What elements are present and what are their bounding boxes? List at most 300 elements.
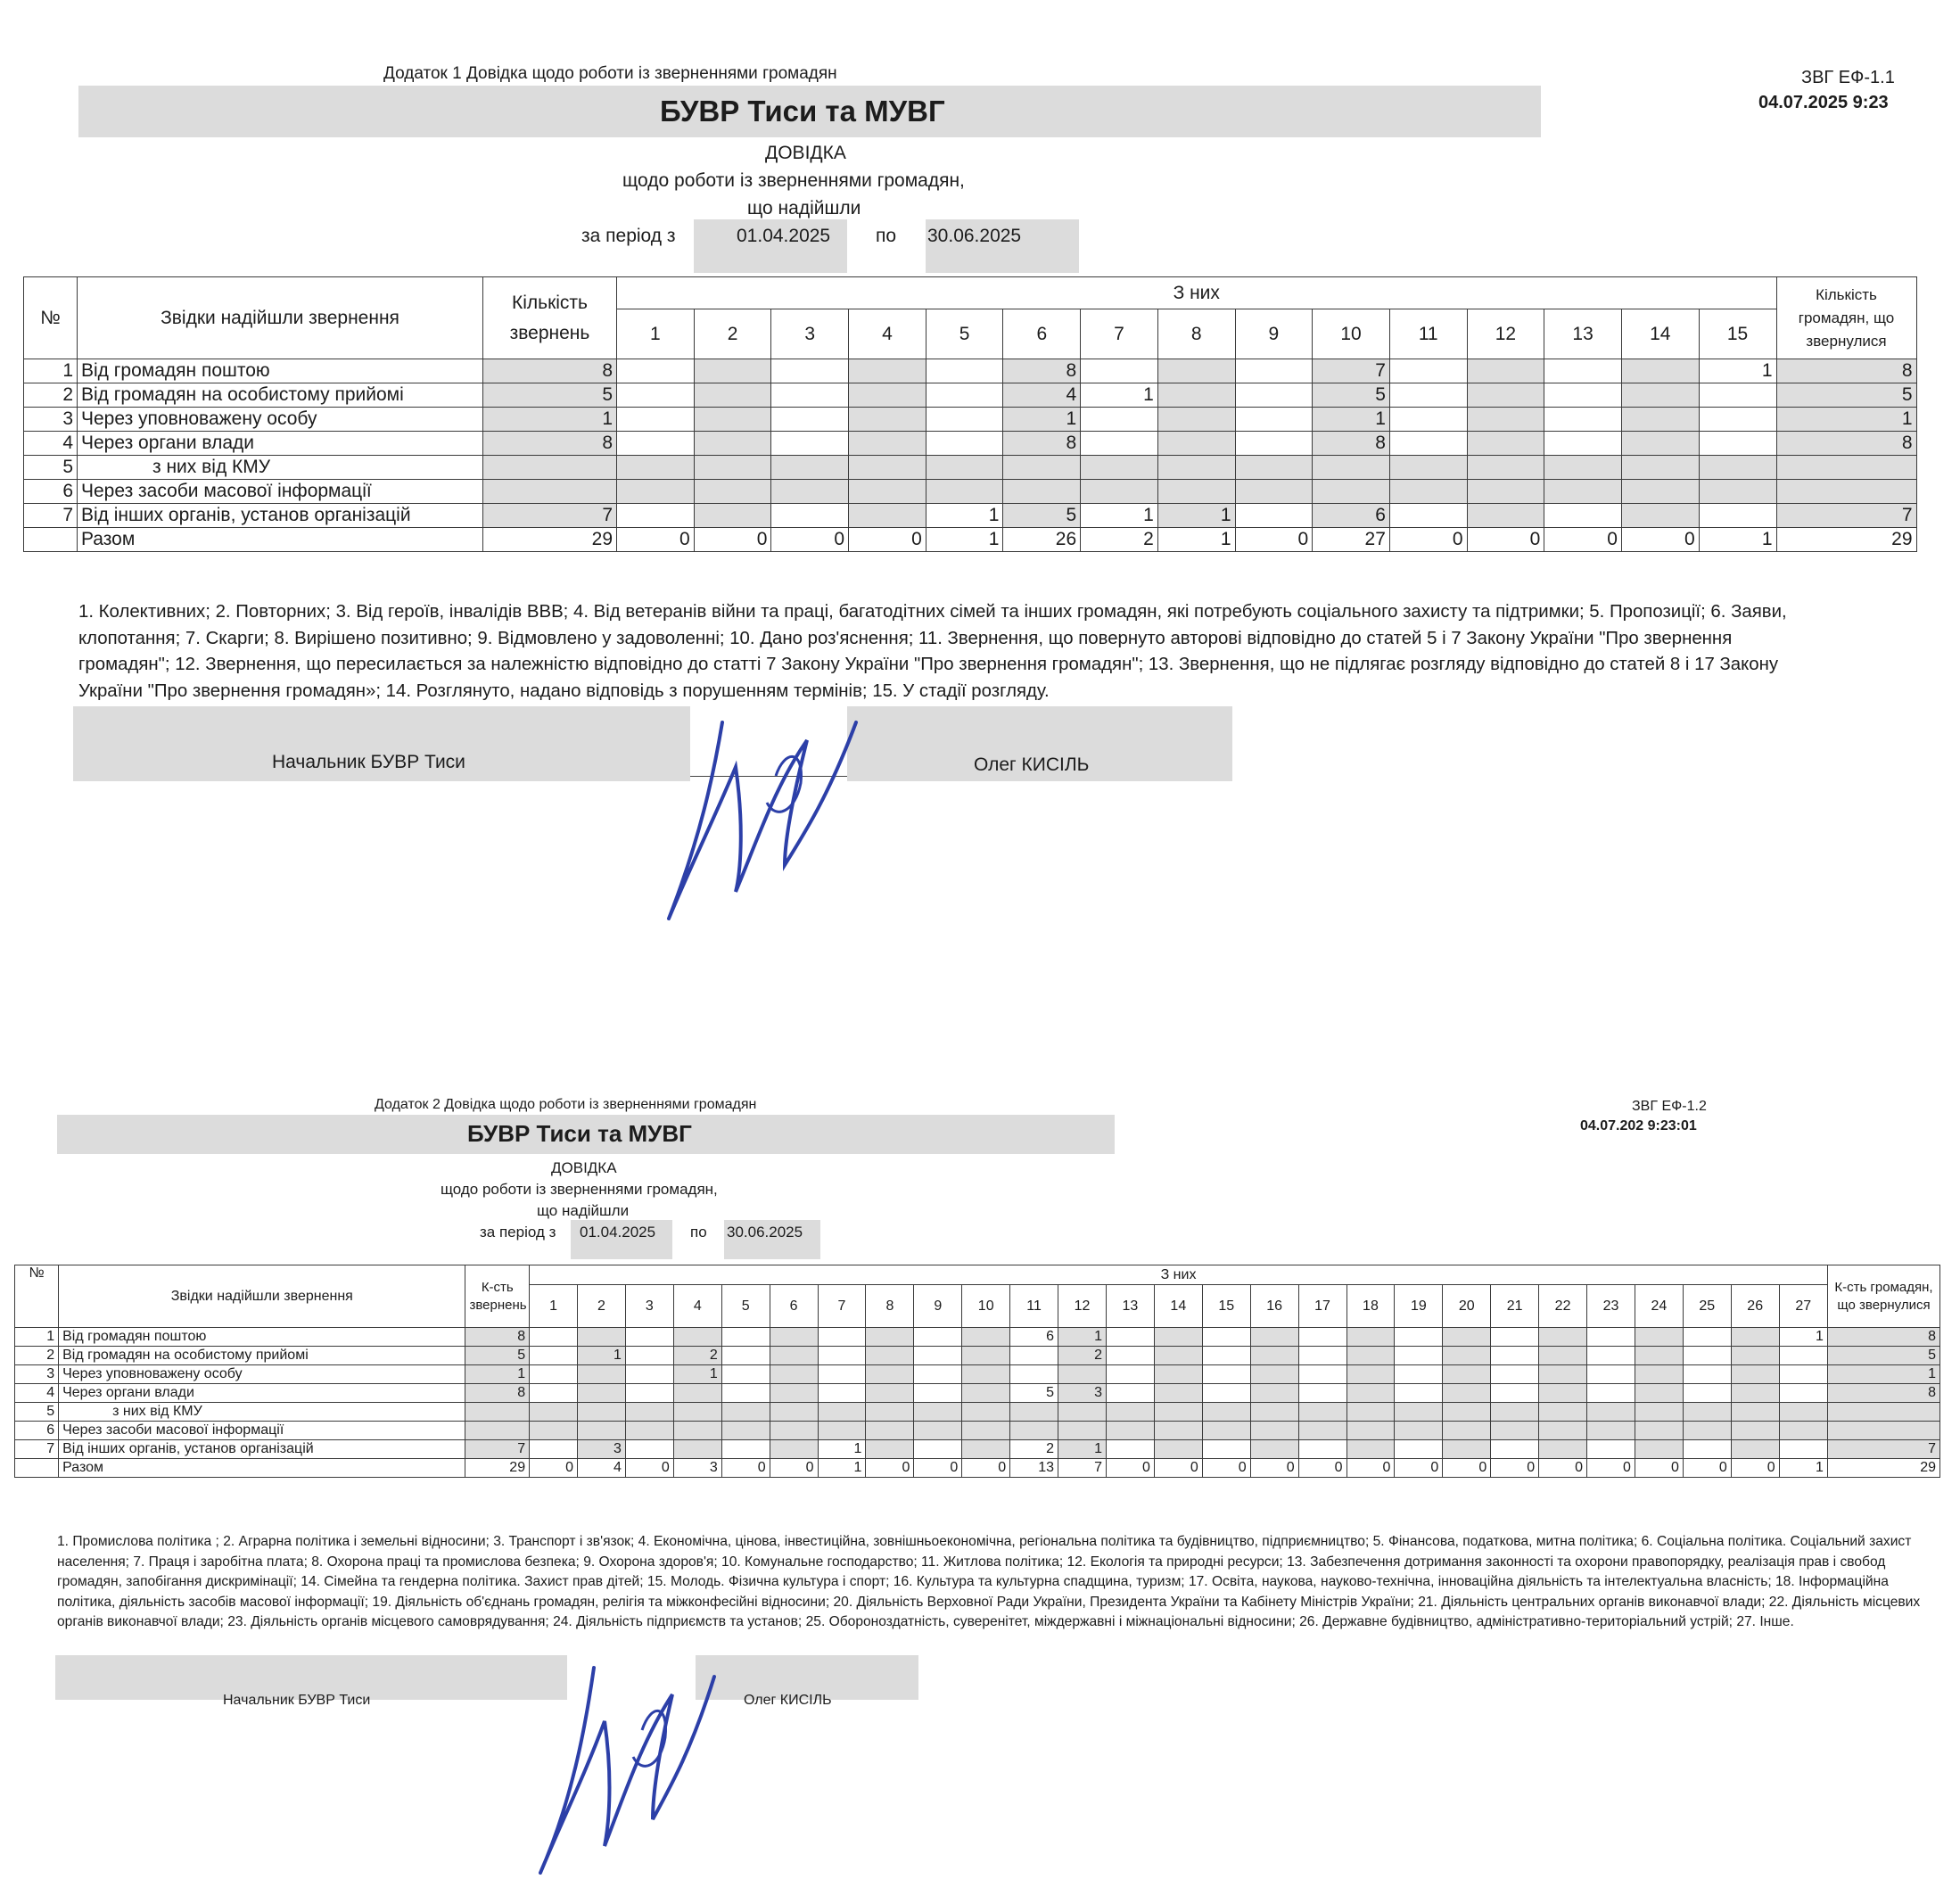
cell-value	[1395, 1347, 1443, 1365]
cell-value	[770, 1328, 818, 1347]
cell-value: 1	[1779, 1328, 1827, 1347]
cell-value	[1154, 1422, 1202, 1440]
cell-value	[1621, 359, 1699, 383]
total-value: 0	[1587, 1459, 1635, 1478]
cell-value	[530, 1347, 578, 1365]
total-label: Разом	[78, 528, 483, 552]
cell-value: 8	[1003, 432, 1081, 456]
col-header-7: 7	[818, 1285, 866, 1328]
cell-value	[1544, 359, 1622, 383]
annex-title: Додаток 1 Довідка щодо роботи із зверненнями громадян	[383, 64, 837, 83]
cell-value	[1395, 1384, 1443, 1403]
col-header-26: 26	[1731, 1285, 1779, 1328]
row-label: Від громадян на особистому прийомі	[59, 1347, 465, 1365]
cell-value	[694, 480, 771, 504]
report-table	[14, 1265, 1940, 1478]
cell-value	[1779, 1347, 1827, 1365]
row-count: 1	[465, 1365, 530, 1384]
col-header-citizens: К-сть громадян, що звернулися	[1827, 1265, 1939, 1328]
cell-value	[1683, 1347, 1731, 1365]
cell-value	[530, 1422, 578, 1440]
total-row	[15, 1459, 1940, 1478]
row-citizens: 1	[1776, 408, 1916, 432]
cell-value	[1491, 1403, 1539, 1422]
cell-value	[1235, 504, 1313, 528]
total-value: 27	[1313, 528, 1390, 552]
row-label: Від інших органів, установ організацій	[59, 1440, 465, 1459]
cell-value	[1587, 1384, 1635, 1403]
row-label: з них від КМУ	[78, 456, 483, 480]
row-count	[483, 480, 617, 504]
col-header-15: 15	[1699, 309, 1776, 359]
cell-value: 1	[818, 1440, 866, 1459]
cell-value	[1003, 456, 1081, 480]
cell-value	[1235, 456, 1313, 480]
total-value: 0	[866, 1459, 914, 1478]
col-header-18: 18	[1346, 1285, 1395, 1328]
total-label: Разом	[59, 1459, 465, 1478]
row-label: Від інших органів, установ організацій	[78, 504, 483, 528]
doc-title: ДОВІДКА	[765, 143, 846, 163]
cell-value	[914, 1328, 962, 1347]
row-citizens: 8	[1827, 1328, 1939, 1347]
total-citizens: 29	[1776, 528, 1916, 552]
col-header-no: №	[24, 277, 78, 359]
col-header-source: Звідки надійшли звернення	[78, 277, 483, 359]
cell-value	[694, 383, 771, 408]
cell-value	[1779, 1384, 1827, 1403]
cell-value	[1250, 1365, 1298, 1384]
cell-value	[1621, 408, 1699, 432]
col-header-3: 3	[625, 1285, 673, 1328]
cell-value	[866, 1422, 914, 1440]
total-value: 0	[771, 528, 849, 552]
cell-value	[1202, 1440, 1250, 1459]
total-value: 0	[1635, 1459, 1683, 1478]
total-number	[24, 528, 78, 552]
cell-value	[1106, 1422, 1154, 1440]
cell-value	[1395, 1328, 1443, 1347]
total-value: 4	[578, 1459, 626, 1478]
cell-value	[625, 1365, 673, 1384]
col-header-citizens: Кількість громадян, що звернулися	[1776, 277, 1916, 359]
cell-value	[578, 1365, 626, 1384]
cell-value	[1443, 1347, 1491, 1365]
table-row	[24, 359, 1917, 383]
col-header-2: 2	[578, 1285, 626, 1328]
cell-value	[721, 1328, 770, 1347]
cell-value	[771, 383, 849, 408]
cell-value	[1544, 456, 1622, 480]
cell-value	[1395, 1422, 1443, 1440]
signature	[651, 687, 883, 927]
cell-value	[1202, 1347, 1250, 1365]
cell-value	[1298, 1365, 1346, 1384]
row-citizens: 8	[1776, 359, 1916, 383]
cell-value	[625, 1422, 673, 1440]
cell-value	[617, 456, 695, 480]
cell-value	[962, 1384, 1010, 1403]
total-value: 0	[1621, 528, 1699, 552]
cell-value	[1491, 1328, 1539, 1347]
cell-value	[694, 408, 771, 432]
cell-value	[1058, 1365, 1107, 1384]
total-value: 13	[1010, 1459, 1058, 1478]
cell-value: 8	[1313, 432, 1390, 456]
col-header-4: 4	[849, 309, 926, 359]
row-number: 3	[15, 1365, 59, 1384]
total-value: 0	[1539, 1459, 1587, 1478]
cell-value	[1539, 1328, 1587, 1347]
total-value: 1	[818, 1459, 866, 1478]
cell-value: 7	[1313, 359, 1390, 383]
cell-value	[1154, 1440, 1202, 1459]
cell-value	[1154, 1365, 1202, 1384]
cell-value	[1106, 1365, 1154, 1384]
cell-value	[625, 1347, 673, 1365]
cell-value	[625, 1440, 673, 1459]
cell-value	[1587, 1365, 1635, 1384]
cell-value	[1298, 1328, 1346, 1347]
cell-value	[1491, 1365, 1539, 1384]
cell-value	[694, 432, 771, 456]
cell-value	[1010, 1347, 1058, 1365]
signer-name: Олег КИСІЛЬ	[744, 1693, 832, 1708]
cell-value	[849, 359, 926, 383]
doc-title: ДОВІДКА	[551, 1159, 617, 1176]
cell-value	[1157, 359, 1235, 383]
cell-value	[1587, 1328, 1635, 1347]
row-number: 3	[24, 408, 78, 432]
cell-value	[1635, 1384, 1683, 1403]
row-count	[483, 456, 617, 480]
cell-value	[617, 504, 695, 528]
cell-value	[1346, 1384, 1395, 1403]
cell-value: 3	[1058, 1384, 1107, 1403]
cell-value	[914, 1422, 962, 1440]
cell-value	[1491, 1440, 1539, 1459]
cell-value	[1157, 383, 1235, 408]
cell-value	[578, 1384, 626, 1403]
col-header-of-them: З них	[617, 277, 1777, 309]
row-count	[465, 1403, 530, 1422]
row-number: 4	[24, 432, 78, 456]
col-header-27: 27	[1779, 1285, 1827, 1328]
cell-value	[1683, 1328, 1731, 1347]
cell-value	[1003, 480, 1081, 504]
cell-value	[1157, 480, 1235, 504]
print-datetime: 04.07.2025 9:23	[1758, 93, 1889, 112]
cell-value	[1544, 480, 1622, 504]
row-label: Від громадян поштою	[59, 1328, 465, 1347]
row-label: Через засоби масової інформації	[78, 480, 483, 504]
cell-value	[721, 1422, 770, 1440]
cell-value	[1491, 1347, 1539, 1365]
cell-value	[694, 456, 771, 480]
row-label: Через уповноважену особу	[78, 408, 483, 432]
cell-value	[818, 1422, 866, 1440]
cell-value	[1539, 1403, 1587, 1422]
cell-value: 4	[1003, 383, 1081, 408]
cell-value	[530, 1384, 578, 1403]
cell-value	[1313, 480, 1390, 504]
cell-value	[1544, 383, 1622, 408]
cell-value	[1635, 1440, 1683, 1459]
cell-value	[1699, 383, 1776, 408]
col-header-23: 23	[1587, 1285, 1635, 1328]
cell-value	[1467, 504, 1544, 528]
cell-value	[1081, 456, 1158, 480]
cell-value	[1544, 432, 1622, 456]
cell-value: 6	[1010, 1328, 1058, 1347]
table-row	[24, 504, 1917, 528]
cell-value	[1635, 1347, 1683, 1365]
cell-value	[1298, 1440, 1346, 1459]
total-value: 0	[617, 528, 695, 552]
cell-value	[1683, 1384, 1731, 1403]
cell-value: 5	[1003, 504, 1081, 528]
cell-value	[1635, 1365, 1683, 1384]
total-value: 0	[1202, 1459, 1250, 1478]
cell-value	[1389, 456, 1467, 480]
cell-value	[1154, 1384, 1202, 1403]
cell-value	[1154, 1347, 1202, 1365]
table-row	[15, 1403, 1940, 1422]
cell-value	[1250, 1422, 1298, 1440]
col-header-11: 11	[1010, 1285, 1058, 1328]
col-header-count: Кількість звернень	[483, 277, 617, 359]
legend: 1. Промислова політика ; 2. Аграрна політика і земельні відносини; 3. Транспорт і зв'язок; 4. Економічна, цінова, інвестиційна, зовнішньоекономічна, регіональна політика та будівництво, підприємництво; 5. Фінансова, податкова, митна політика; 6. Соціальна політика. Соціальний захист населення; 7. Праця і заробітна плата; 8. Охорона праці та промислова безпека; 9. Охорона здоров'я; 10. Комунальне господарство; 11. Житлова політика; 12. Екологія та природні ресурси; 13. Забезпечення дотримання законності та охорони правопорядку, реалізація прав і свобод громадян, запобігання дискримінації; 14. Сімейна та гендерна політика. Захист прав дітей; 15. Молодь. Фізична культура і спорт; 16. Культура та культурна спадщина, туризм; 17. Освіта, наукова, науково-технічна, інноваційна діяльність та інтелектуальна власність; 18. Інформаційна політика, діяльність засобів масової інформації; 19. Діяльність об'єднань громадян, релігія та міжконфесійні відносини; 20. Діяльність Верховної Ради України, Президента України та Кабінету Міністрів України; 21. Діяльність центральних органів виконавчої влади; 22. Діяльність місцевих органів виконавчої влади; 23. Діяльність органів місцевого самоврядування; 24. Діяльність підприємств та установ; 25. Обороноздатність, суверенітет, міждержавні і міжнаціональні відносини; 26. Державне будівництво, адміністративно-територіальний устрій; 27. Інше.	[57, 1534, 1921, 1630]
cell-value	[914, 1440, 962, 1459]
row-number: 5	[24, 456, 78, 480]
total-value: 0	[962, 1459, 1010, 1478]
row-citizens	[1776, 480, 1916, 504]
cell-value: 1	[1157, 504, 1235, 528]
cell-value	[625, 1384, 673, 1403]
doc-subtitle: щодо роботи із зверненнями громадян,	[441, 1181, 718, 1198]
row-citizens: 5	[1776, 383, 1916, 408]
row-count: 8	[483, 359, 617, 383]
cell-value	[1389, 480, 1467, 504]
cell-value: 6	[1313, 504, 1390, 528]
total-value: 0	[1235, 528, 1313, 552]
cell-value	[1106, 1328, 1154, 1347]
report-2	[0, 1070, 1960, 1896]
cell-value	[1157, 432, 1235, 456]
cell-value	[617, 359, 695, 383]
cell-value	[1699, 480, 1776, 504]
cell-value: 1	[578, 1347, 626, 1365]
form-code: ЗВГ ЕФ-1.1	[1801, 68, 1895, 87]
col-header-10: 10	[1313, 309, 1390, 359]
cell-value	[1081, 408, 1158, 432]
cell-value	[1635, 1403, 1683, 1422]
row-number: 5	[15, 1403, 59, 1422]
col-header-5: 5	[721, 1285, 770, 1328]
cell-value	[1389, 359, 1467, 383]
total-value: 1	[1779, 1459, 1827, 1478]
cell-value	[1467, 456, 1544, 480]
cell-value	[1699, 504, 1776, 528]
row-label: Від громадян на особистому прийомі	[78, 383, 483, 408]
total-value: 0	[721, 1459, 770, 1478]
col-header-2: 2	[694, 309, 771, 359]
cell-value	[625, 1403, 673, 1422]
cell-value	[1389, 432, 1467, 456]
col-header-8: 8	[1157, 309, 1235, 359]
cell-value	[1298, 1347, 1346, 1365]
cell-value	[1106, 1440, 1154, 1459]
total-value: 1	[1699, 528, 1776, 552]
cell-value	[962, 1347, 1010, 1365]
cell-value	[1491, 1384, 1539, 1403]
col-header-1: 1	[617, 309, 695, 359]
row-count: 8	[465, 1328, 530, 1347]
signature	[531, 1632, 728, 1882]
cell-value: 2	[1058, 1347, 1107, 1365]
total-count: 29	[483, 528, 617, 552]
cell-value	[849, 504, 926, 528]
total-value: 0	[625, 1459, 673, 1478]
col-header-13: 13	[1106, 1285, 1154, 1328]
total-number	[15, 1459, 59, 1478]
cell-value	[1635, 1422, 1683, 1440]
total-value: 0	[1106, 1459, 1154, 1478]
cell-value	[1081, 480, 1158, 504]
row-count: 7	[483, 504, 617, 528]
row-label: Через органи влади	[59, 1384, 465, 1403]
period-label: за період з	[480, 1224, 556, 1241]
cell-value	[866, 1328, 914, 1347]
cell-value	[1298, 1384, 1346, 1403]
cell-value	[1235, 383, 1313, 408]
total-value: 0	[1250, 1459, 1298, 1478]
cell-value	[1539, 1347, 1587, 1365]
cell-value	[866, 1365, 914, 1384]
row-number: 1	[24, 359, 78, 383]
cell-value	[1154, 1403, 1202, 1422]
cell-value	[1298, 1403, 1346, 1422]
table-row	[24, 432, 1917, 456]
col-header-3: 3	[771, 309, 849, 359]
cell-value	[1443, 1440, 1491, 1459]
cell-value	[1587, 1347, 1635, 1365]
row-label: з них від КМУ	[59, 1403, 465, 1422]
cell-value	[1106, 1384, 1154, 1403]
cell-value	[1010, 1422, 1058, 1440]
cell-value	[530, 1328, 578, 1347]
cell-value	[1539, 1440, 1587, 1459]
cell-value	[1779, 1403, 1827, 1422]
total-value: 0	[1443, 1459, 1491, 1478]
to-label: по	[690, 1224, 707, 1241]
cell-value	[617, 480, 695, 504]
cell-value	[530, 1403, 578, 1422]
row-count: 5	[465, 1347, 530, 1365]
col-header-1: 1	[530, 1285, 578, 1328]
cell-value	[1539, 1422, 1587, 1440]
total-value: 1	[1157, 528, 1235, 552]
cell-value	[1779, 1365, 1827, 1384]
cell-value	[926, 383, 1003, 408]
cell-value: 2	[1010, 1440, 1058, 1459]
cell-value	[926, 408, 1003, 432]
cell-value	[578, 1403, 626, 1422]
total-value: 3	[673, 1459, 721, 1478]
table-row	[24, 408, 1917, 432]
cell-value	[1235, 480, 1313, 504]
cell-value: 1	[1699, 359, 1776, 383]
total-value: 0	[1346, 1459, 1395, 1478]
table-row	[15, 1347, 1940, 1365]
row-label: Через уповноважену особу	[59, 1365, 465, 1384]
cell-value	[866, 1440, 914, 1459]
cell-value	[926, 359, 1003, 383]
doc-subtitle: щодо роботи із зверненнями громадян,	[622, 170, 965, 191]
total-value: 26	[1003, 528, 1081, 552]
col-header-no: №	[15, 1265, 59, 1328]
cell-value	[1467, 480, 1544, 504]
col-header-21: 21	[1491, 1285, 1539, 1328]
cell-value	[1346, 1328, 1395, 1347]
cell-value	[849, 408, 926, 432]
cell-value	[1621, 383, 1699, 408]
cell-value	[721, 1365, 770, 1384]
cell-value	[1298, 1422, 1346, 1440]
cell-value	[1202, 1422, 1250, 1440]
cell-value	[530, 1365, 578, 1384]
cell-value	[1467, 383, 1544, 408]
cell-value	[1699, 432, 1776, 456]
cell-value	[914, 1365, 962, 1384]
org-title: БУВР Тиси та МУВГ	[660, 95, 945, 128]
row-citizens	[1827, 1403, 1939, 1422]
row-number: 6	[24, 480, 78, 504]
total-citizens: 29	[1827, 1459, 1939, 1478]
cell-value	[530, 1440, 578, 1459]
cell-value	[1621, 480, 1699, 504]
cell-value: 2	[673, 1347, 721, 1365]
row-citizens: 8	[1776, 432, 1916, 456]
total-value: 0	[1491, 1459, 1539, 1478]
cell-value	[617, 432, 695, 456]
cell-value: 1	[926, 504, 1003, 528]
cell-value	[1202, 1365, 1250, 1384]
col-header-12: 12	[1058, 1285, 1107, 1328]
cell-value: 8	[1003, 359, 1081, 383]
cell-value	[1731, 1422, 1779, 1440]
row-citizens	[1776, 456, 1916, 480]
cell-value	[1106, 1403, 1154, 1422]
report-1	[0, 0, 1960, 945]
cell-value	[1731, 1403, 1779, 1422]
annex-title: Додаток 2 Довідка щодо роботи із зверненнями громадян	[375, 1097, 757, 1112]
cell-value	[673, 1328, 721, 1347]
cell-value	[1443, 1328, 1491, 1347]
cell-value	[962, 1403, 1010, 1422]
total-value: 0	[694, 528, 771, 552]
cell-value	[1731, 1365, 1779, 1384]
col-header-25: 25	[1683, 1285, 1731, 1328]
col-header-14: 14	[1154, 1285, 1202, 1328]
cell-value	[926, 432, 1003, 456]
cell-value	[1235, 432, 1313, 456]
col-header-14: 14	[1621, 309, 1699, 359]
cell-value	[1389, 383, 1467, 408]
cell-value	[673, 1384, 721, 1403]
cell-value	[818, 1365, 866, 1384]
cell-value	[673, 1403, 721, 1422]
